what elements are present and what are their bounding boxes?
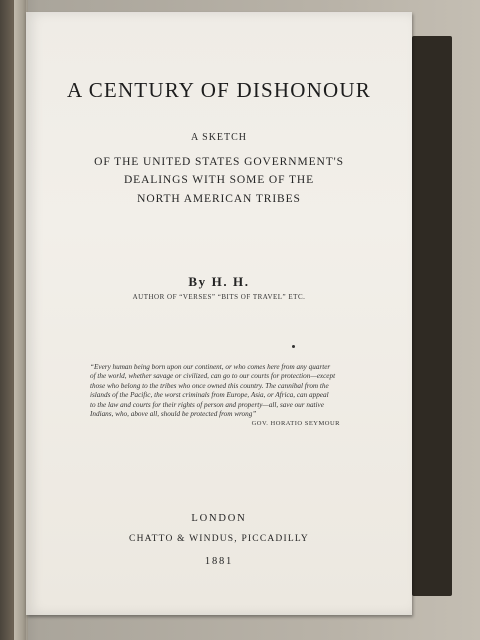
book-title: A CENTURY OF DISHONOUR <box>67 78 371 102</box>
subtitle-line: NORTH AMERICAN TRIBES <box>137 193 301 205</box>
epigraph-line: islands of the Pacific, the worst criminals from Europe, Asia, or Africa, can appeal <box>90 391 329 400</box>
imprint-year: 1881 <box>204 556 234 567</box>
ink-dot <box>292 345 295 348</box>
byline: By H. H. <box>188 274 250 289</box>
author-note: AUTHOR OF “VERSES” “BITS OF TRAVEL” ETC. <box>132 293 306 301</box>
epigraph <box>90 363 366 419</box>
subtitle-line: OF THE UNITED STATES GOVERNMENT'S <box>94 156 344 168</box>
epigraph-line: those who belong to the tribes who once owned this country. The cannibal from the <box>90 381 329 390</box>
title-page <box>26 12 412 615</box>
epigraph-line: of the world, whether savage or civilized, can go to our courts for protection—except <box>90 372 336 381</box>
epigraph-line: to the law and courts for their rights of person and property—all, save our native <box>90 400 324 409</box>
subtitle-intro: A SKETCH <box>190 132 248 143</box>
book-back-cover <box>412 36 452 596</box>
subtitle-line: DEALINGS WITH SOME OF THE <box>123 174 315 186</box>
epigraph-line: Indians, who, above all, should be protected from wrong” <box>90 410 257 419</box>
imprint-publisher: CHATTO & WINDUS, PICCADILLY <box>129 534 309 544</box>
epigraph-attribution: GOV. HORATIO SEYMOUR <box>251 420 340 427</box>
imprint-city: LONDON <box>191 513 247 524</box>
epigraph-line: “Every human being born upon our continent, or who comes here from any quarter <box>90 363 331 371</box>
